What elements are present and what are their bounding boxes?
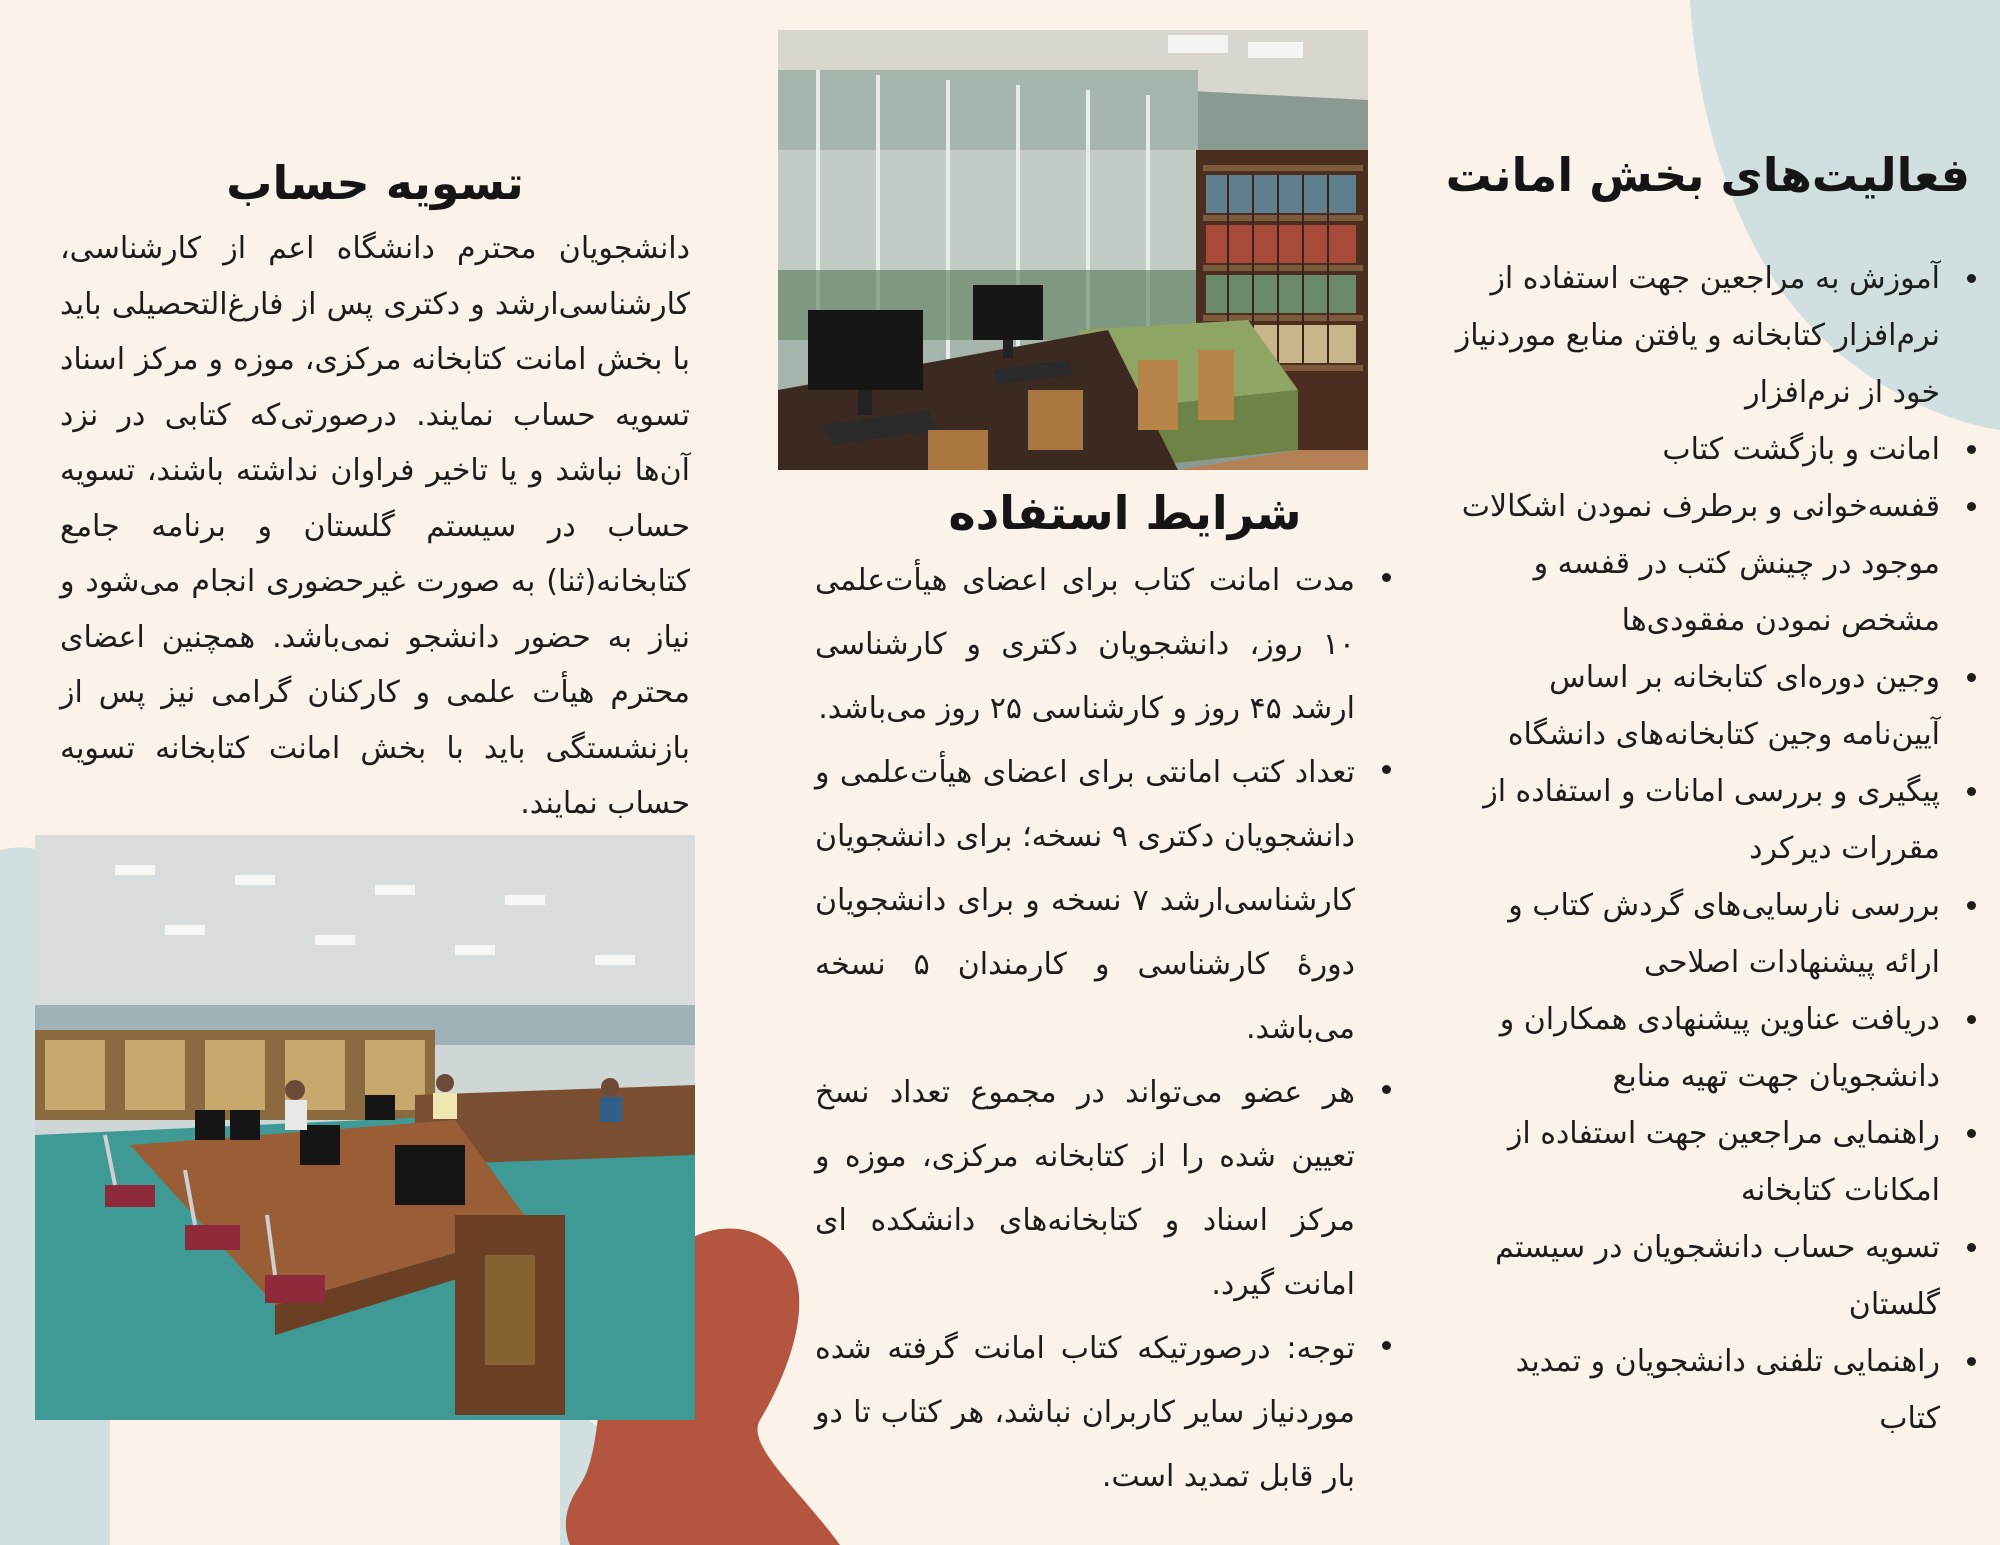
list-item: امانت و بازگشت کتاب <box>1447 421 1980 478</box>
list-item: تسویه حساب دانشجویان در سیستم گلستان <box>1447 1219 1980 1333</box>
list-item: بررسی نارسایی‌های گردش کتاب و ارائه پیشنهادات اصلاحی <box>1447 877 1980 991</box>
list-item: دریافت عناوین پیشنهادی همکاران و دانشجویان جهت تهیه منابع <box>1447 991 1980 1105</box>
list-item: مدت امانت کتاب برای اعضای هیأت‌علمی ۱۰ روز، دانشجویان دکتری و کارشناسی ارشد ۴۵ روز و کارشناسی ۲۵ روز می‌باشد. <box>815 549 1395 741</box>
list-item: توجه: درصورتیکه کتاب امانت گرفته شده موردنیاز سایر کاربران نباشد، هر کتاب تا دو بار قابل تمدید است. <box>815 1317 1395 1509</box>
library-hall-photo <box>35 835 695 1420</box>
list-item: وجین دوره‌ای کتابخانه بر اساس آیین‌نامه وجین کتابخانه‌های دانشگاه <box>1447 649 1980 763</box>
list-item: قفسه‌خوانی و برطرف نمودن اشکالات موجود در چینش کتب در قفسه و مشخص نمودن مفقودی‌ها <box>1447 478 1980 649</box>
circulation-activities-section <box>1420 145 1980 1447</box>
terms-title: شرایط استفاده <box>948 486 1302 540</box>
terms-of-use-section <box>815 483 1395 1509</box>
list-item: پیگیری و بررسی امانات و استفاده از مقررات دیرکرد <box>1447 763 1980 877</box>
list-item: هر عضو می‌تواند در مجموع تعداد نسخ تعیین شده را از کتابخانه مرکزی، موزه و مرکز اسناد و کتابخانه‌های دانشکده ای امانت گیرد. <box>815 1061 1395 1317</box>
settlement-paragraph: دانشجویان محترم دانشگاه اعم از کارشناسی، کارشناسی‌ارشد و دکتری پس از فارغ‌التحصیلی باید با بخش امانت کتابخانه مرکزی، موزه و مرکز اسناد تسویه حساب نمایند. درصورتی‌که کتابی در نزد آن‌ها نباشد و یا تاخیر فراوان نداشته باشند، تسویه حساب در سیستم گلستان و برنامه جامع کتابخانه(ثنا) به صورت غیرحضوری انجام می‌شود و نیاز به حضور دانشجو نمی‌باشد. همچنین اعضای محترم هیأت علمی و کارکنان گرامی نیز پس از بازنشستگی باید با بخش امانت کتابخانه تسویه حساب نمایند. <box>60 231 690 821</box>
account-settlement-section <box>60 153 690 832</box>
list-item: آموزش به مراجعین جهت استفاده از نرم‌افزار کتابخانه و یافتن منابع موردنیاز خود از نرم‌افزار <box>1447 250 1980 421</box>
settlement-title: تسویه حساب <box>226 156 524 210</box>
terms-list <box>815 549 1395 1509</box>
activities-title: فعالیت‌های بخش امانت <box>1445 148 1970 202</box>
list-item: راهنمایی تلفنی دانشجویان و تمدید کتاب <box>1447 1333 1980 1447</box>
list-item: تعداد کتب امانتی برای اعضای هیأت‌علمی و دانشجویان دکتری ۹ نسخه؛ برای دانشجویان کارشناسی‌ارشد ۷ نسخه و برای دانشجویان دورۀ کارشناسی و کارمندان ۵ نسخه می‌باشد. <box>815 741 1395 1061</box>
reading-room-photo <box>778 30 1368 470</box>
list-item: راهنمایی مراجعین جهت استفاده از امکانات کتابخانه <box>1447 1105 1980 1219</box>
activities-list <box>1447 250 1980 1447</box>
